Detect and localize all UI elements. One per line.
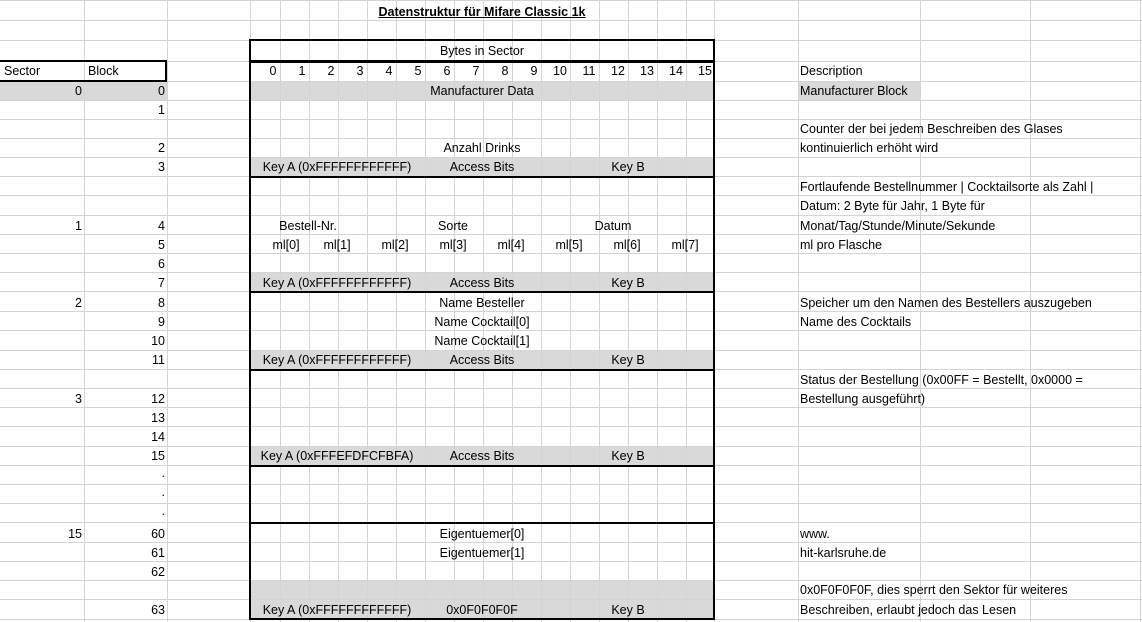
- key-a-label: Key A (0xFFFFFFFFFFFF): [262, 276, 412, 290]
- sector-number: 15: [68, 527, 82, 541]
- byte-number: 2: [327, 64, 335, 78]
- block-number: 6: [158, 257, 165, 271]
- name-besteller-cell: Name Besteller: [439, 296, 525, 310]
- access-bits-value: 0x0F0F0F0F: [446, 603, 518, 617]
- key-b-label: Key B: [611, 160, 645, 174]
- desc-counter: kontinuierlich erhöht wird: [800, 141, 939, 155]
- desc-lock: Beschreiben, erlaubt jedoch das Lesen: [800, 603, 1017, 617]
- sector-number: 2: [75, 296, 82, 310]
- byte-number: 13: [640, 64, 654, 78]
- ml-cell: ml[6]: [613, 238, 641, 252]
- byte-number: 7: [472, 64, 480, 78]
- manufacturer-data-cell: Manufacturer Data: [430, 84, 534, 98]
- block-number: 11: [152, 353, 165, 367]
- key-b-label: Key B: [611, 276, 645, 290]
- block-number: 0: [158, 84, 165, 98]
- desc-order: Monat/Tag/Stunde/Minute/Sekunde: [800, 219, 996, 233]
- access-bits-label: Access Bits: [449, 160, 515, 174]
- block-number: 9: [158, 315, 165, 329]
- sector-number: 0: [75, 84, 82, 98]
- desc-www: www.: [800, 527, 830, 541]
- ml-cell: ml[0]: [272, 238, 300, 252]
- description-header: Description: [800, 64, 863, 78]
- block-number: 2: [158, 141, 165, 155]
- byte-number: 4: [385, 64, 393, 78]
- block-number: 60: [151, 527, 165, 541]
- access-bits-label: Access Bits: [449, 449, 515, 463]
- block-number: 1: [158, 103, 165, 117]
- bestell-nr-cell: Bestell-Nr.: [279, 219, 337, 233]
- bytes-in-sector-header: Bytes in Sector: [439, 44, 525, 58]
- byte-number: 9: [530, 64, 538, 78]
- ml-cell: ml[5]: [555, 238, 583, 252]
- sorte-cell: Sorte: [438, 219, 468, 233]
- access-bits-label: Access Bits: [449, 353, 515, 367]
- byte-number: 0: [269, 64, 277, 78]
- block-number: 63: [151, 603, 165, 617]
- ml-cell: ml[2]: [381, 238, 409, 252]
- key-b-label: Key B: [611, 353, 645, 367]
- eigentuemer-cell: Eigentuemer[1]: [439, 546, 525, 560]
- byte-number: 12: [611, 64, 625, 78]
- byte-number: 14: [669, 64, 683, 78]
- block-number: 62: [151, 565, 165, 579]
- byte-number: 11: [582, 64, 596, 78]
- desc-order: Fortlaufende Bestellnummer | Cocktailsorte als Zahl |: [800, 180, 1094, 194]
- ml-cell: ml[3]: [439, 238, 467, 252]
- ml-cell: ml[4]: [497, 238, 525, 252]
- block-number: 61: [151, 546, 165, 560]
- byte-number: 5: [414, 64, 422, 78]
- ellipsis-dot: .: [161, 466, 165, 480]
- byte-number: 8: [501, 64, 509, 78]
- block-number: 3: [158, 160, 165, 174]
- desc-lock: 0x0F0F0F0F, dies sperrt den Sektor für weiteres: [800, 583, 1068, 597]
- block-number: 5: [158, 238, 165, 252]
- sector-number: 3: [75, 392, 82, 406]
- byte-number: 15: [698, 64, 712, 78]
- name-cocktail-cell: Name Cocktail[1]: [434, 334, 530, 348]
- block-header: Block: [88, 64, 119, 78]
- desc-status: Bestellung ausgeführt): [800, 392, 926, 406]
- page-title: Datenstruktur für Mifare Classic 1k: [378, 5, 586, 19]
- byte-number: 10: [553, 64, 567, 78]
- desc-order: Datum: 2 Byte für Jahr, 1 Byte für: [800, 199, 985, 213]
- key-a-label: Key A (0xFFFFFFFFFFFF): [262, 353, 412, 367]
- desc-name-besteller: Speicher um den Namen des Bestellers auszugeben: [800, 296, 1092, 310]
- anzahl-drinks-cell: Anzahl Drinks: [443, 141, 521, 155]
- row-shade-block-0-left: [0, 81, 167, 100]
- desc-status: Status der Bestellung (0x00FF = Bestellt, 0x0000 =: [800, 373, 1083, 387]
- block-number: 13: [151, 411, 165, 425]
- block-number: 12: [151, 392, 165, 406]
- name-cocktail-cell: Name Cocktail[0]: [434, 315, 530, 329]
- sector-number: 1: [75, 219, 82, 233]
- block-number: 14: [151, 430, 165, 444]
- desc-counter: Counter der bei jedem Beschreiben des Glases: [800, 122, 1063, 136]
- sector-header: Sector: [4, 64, 41, 78]
- ml-cell: ml[7]: [671, 238, 699, 252]
- access-bits-label: Access Bits: [449, 276, 515, 290]
- desc-domain: hit-karlsruhe.de: [800, 546, 887, 560]
- byte-number: 3: [356, 64, 364, 78]
- block-number: 15: [151, 449, 165, 463]
- key-a-label: Key A (0xFFFFFFFFFFFF): [262, 160, 412, 174]
- desc-name-cocktail: Name des Cocktails: [800, 315, 912, 329]
- key-a-label: Key A (0xFFFEFDFCFBFA): [260, 449, 414, 463]
- block-number: 4: [158, 219, 165, 233]
- block-number: 7: [158, 276, 165, 290]
- desc-ml: ml pro Flasche: [800, 238, 882, 252]
- block-number: 10: [151, 334, 165, 348]
- key-a-label: Key A (0xFFFFFFFFFFFF): [262, 603, 412, 617]
- ellipsis-dot: .: [161, 504, 165, 518]
- datum-cell: Datum: [594, 219, 632, 233]
- key-b-label: Key B: [611, 603, 645, 617]
- desc-manufacturer: Manufacturer Block: [800, 84, 908, 98]
- eigentuemer-cell: Eigentuemer[0]: [439, 527, 525, 541]
- byte-number: 6: [443, 64, 451, 78]
- sector-box-gap: [249, 465, 715, 524]
- block-number: 8: [158, 296, 165, 310]
- byte-number: 1: [298, 64, 306, 78]
- ellipsis-dot: .: [161, 485, 165, 499]
- key-b-label: Key B: [611, 449, 645, 463]
- ml-cell: ml[1]: [323, 238, 351, 252]
